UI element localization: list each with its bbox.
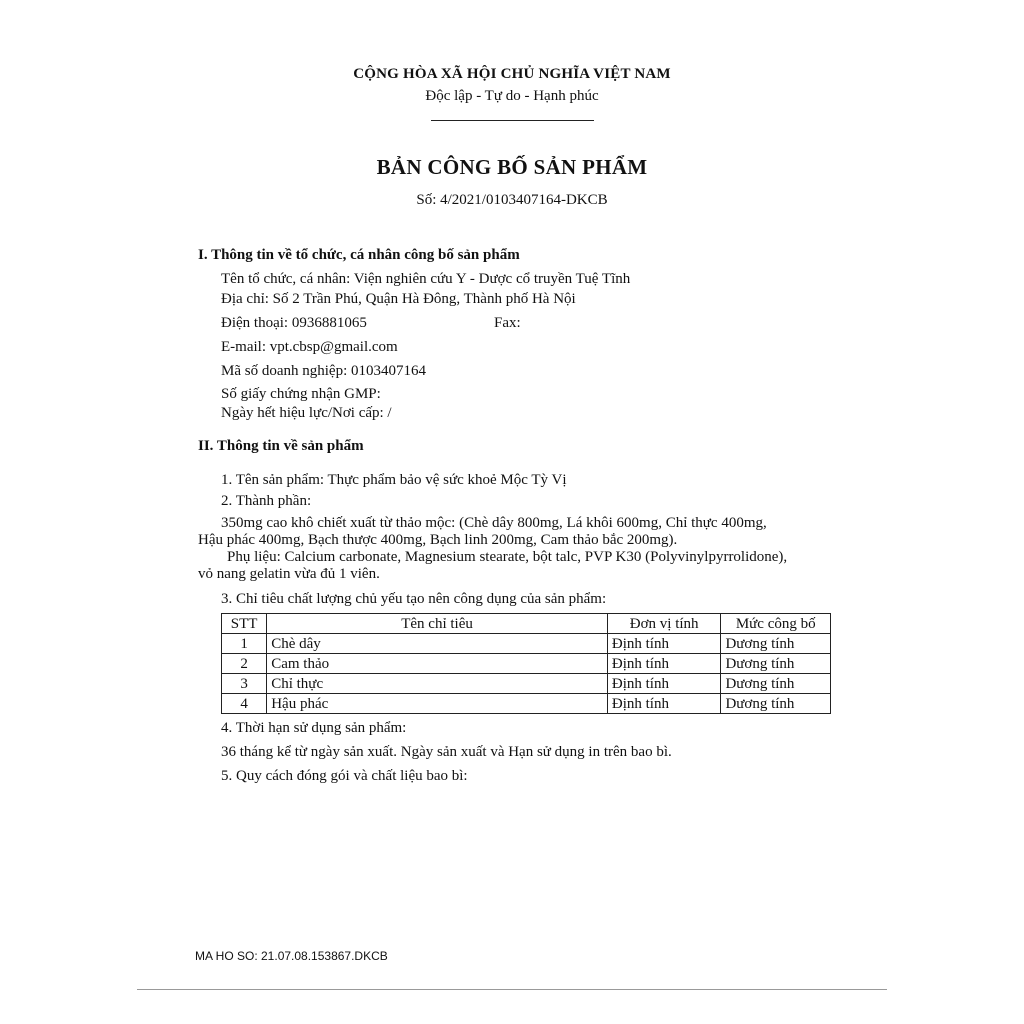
table-header-cell: Tên chỉ tiêu bbox=[267, 614, 608, 634]
table-cell: 2 bbox=[222, 654, 267, 674]
table-cell: 4 bbox=[222, 694, 267, 714]
table-cell: 1 bbox=[222, 634, 267, 654]
table-header-cell: Đơn vị tính bbox=[607, 614, 721, 634]
footer-divider bbox=[137, 989, 887, 990]
table-cell: Dương tính bbox=[721, 674, 831, 694]
document-title: BẢN CÔNG BỐ SẢN PHẨM bbox=[376, 155, 648, 179]
table-cell: Định tính bbox=[607, 654, 721, 674]
excipients-line: Phụ liệu: Calcium carbonate, Magnesium stearate, bột talc, PVP K30 (Polyvinylpyrrolidone), bbox=[227, 549, 788, 565]
table-cell: Dương tính bbox=[721, 694, 831, 714]
org-phone: Điện thoại: 0936881065 bbox=[221, 315, 367, 331]
business-code: Mã số doanh nghiệp: 0103407164 bbox=[221, 363, 426, 379]
quality-table bbox=[221, 613, 831, 714]
table-row bbox=[222, 674, 831, 694]
table-header-cell: Mức công bố bbox=[721, 614, 831, 634]
document-number: Số: 4/2021/0103407164-DKCB bbox=[416, 192, 608, 208]
table-cell: Dương tính bbox=[721, 634, 831, 654]
table-cell: Chỉ thực bbox=[267, 674, 608, 694]
table-cell: Định tính bbox=[607, 674, 721, 694]
gmp-certificate: Số giấy chứng nhận GMP: bbox=[221, 386, 381, 402]
record-code: MA HO SO: 21.07.08.153867.DKCB bbox=[195, 949, 388, 963]
org-name: Tên tổ chức, cá nhân: Viện nghiên cứu Y - Dược cổ truyền Tuệ Tĩnh bbox=[221, 271, 631, 287]
table-header-cell: STT bbox=[222, 614, 267, 634]
national-name: CỘNG HÒA XÃ HỘI CHỦ NGHĨA VIỆT NAM bbox=[353, 66, 671, 82]
packaging-heading: 5. Quy cách đóng gói và chất liệu bao bì: bbox=[221, 768, 468, 784]
table-row bbox=[222, 634, 831, 654]
shelf-life-heading: 4. Thời hạn sử dụng sản phẩm: bbox=[221, 720, 407, 736]
ingredients-heading: 2. Thành phần: bbox=[221, 493, 312, 509]
table-cell: Hậu phác bbox=[267, 694, 608, 714]
table-cell: 3 bbox=[222, 674, 267, 694]
org-email: E-mail: vpt.cbsp@gmail.com bbox=[221, 339, 398, 355]
motto: Độc lập - Tự do - Hạnh phúc bbox=[425, 88, 599, 104]
expiry-info: Ngày hết hiệu lực/Nơi cấp: / bbox=[221, 405, 392, 421]
ingredients-line: Hậu phác 400mg, Bạch thược 400mg, Bạch linh 200mg, Cam thảo bắc 200mg). bbox=[198, 532, 678, 548]
table-cell: Dương tính bbox=[721, 654, 831, 674]
table-cell: Chè dây bbox=[267, 634, 608, 654]
org-fax: Fax: bbox=[494, 315, 521, 331]
shelf-life-text: 36 tháng kể từ ngày sản xuất. Ngày sản xuất và Hạn sử dụng in trên bao bì. bbox=[221, 744, 672, 760]
table-cell: Cam thảo bbox=[267, 654, 608, 674]
motto-underline bbox=[431, 120, 594, 121]
table-row bbox=[222, 694, 831, 714]
section1-heading: I. Thông tin về tổ chức, cá nhân công bố sản phẩm bbox=[198, 247, 520, 263]
section2-heading: II. Thông tin về sản phẩm bbox=[198, 438, 364, 454]
product-name: 1. Tên sản phẩm: Thực phẩm bảo vệ sức khoẻ Mộc Tỳ Vị bbox=[221, 472, 567, 488]
excipients-line: vỏ nang gelatin vừa đủ 1 viên. bbox=[198, 566, 380, 582]
table-row bbox=[222, 654, 831, 674]
table-header-row bbox=[222, 614, 831, 634]
org-address: Địa chỉ: Số 2 Trần Phú, Quận Hà Đông, Thành phố Hà Nội bbox=[221, 291, 576, 307]
table-cell: Định tính bbox=[607, 634, 721, 654]
table-cell: Định tính bbox=[607, 694, 721, 714]
quality-heading: 3. Chỉ tiêu chất lượng chủ yếu tạo nên công dụng của sản phẩm: bbox=[221, 591, 607, 607]
ingredients-line: 350mg cao khô chiết xuất từ thảo mộc: (Chè dây 800mg, Lá khôi 600mg, Chỉ thực 400mg, bbox=[221, 515, 767, 531]
